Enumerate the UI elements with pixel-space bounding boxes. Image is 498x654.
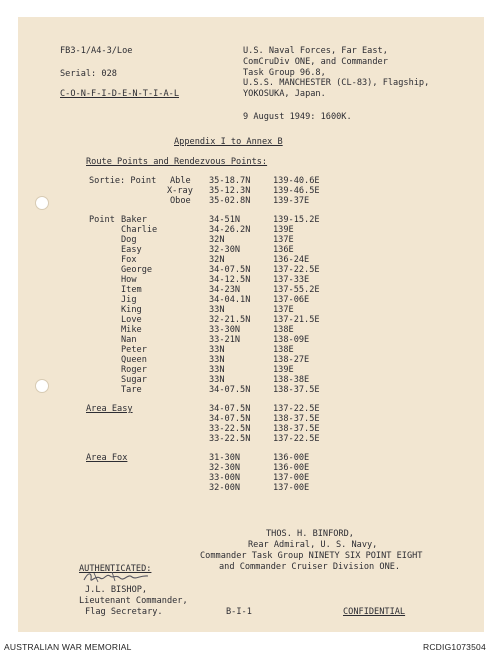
point-lat: 34-12.5N: [209, 275, 251, 285]
point-lon: 138-38E: [273, 375, 310, 385]
point-lon: 137-21.5E: [273, 315, 320, 325]
point-lat: 32-30N: [209, 245, 241, 255]
point-name: Queen: [121, 355, 147, 365]
point-lat: 33N: [209, 305, 225, 315]
point-name: Easy: [121, 245, 142, 255]
sortie-point-lon: 139-46.5E: [273, 186, 320, 196]
signatory-name: THOS. H. BINFORD,: [266, 529, 354, 539]
sortie-point-name: X-ray: [167, 186, 193, 196]
sortie-label: Sortie: Point: [89, 176, 157, 186]
area-fox-label: Area Fox: [86, 453, 128, 463]
from-line-2: ComCruDiv ONE, and Commander: [243, 57, 388, 67]
archive-name: AUSTRALIAN WAR MEMORIAL: [4, 642, 132, 652]
point-lon: 139-15.2E: [273, 215, 320, 225]
signatory-title-1: Commander Task Group NINETY SIX POINT EIGHT: [200, 551, 423, 561]
authenticated-label: AUTHENTICATED:: [79, 564, 152, 574]
area-easy-lon: 137-22.5E: [273, 404, 320, 414]
area-fox-lat: 31-30N: [209, 453, 241, 463]
from-line-4: U.S.S. MANCHESTER (CL-83), Flagship,: [243, 78, 430, 88]
signatory-title-2: and Commander Cruiser Division ONE.: [219, 562, 401, 572]
area-easy-lat: 33-22.5N: [209, 424, 251, 434]
point-lat: 32-21.5N: [209, 315, 251, 325]
point-lon: 137E: [273, 305, 294, 315]
point-name: How: [121, 275, 137, 285]
area-fox-lon: 137-00E: [273, 473, 310, 483]
point-lat: 34-23N: [209, 285, 241, 295]
point-lat: 34-07.5N: [209, 385, 251, 395]
point-lon: 137-06E: [273, 295, 310, 305]
sortie-point-lat: 35-12.3N: [209, 186, 251, 196]
area-fox-lat: 32-30N: [209, 463, 241, 473]
point-lon: 136-24E: [273, 255, 310, 265]
area-easy-lon: 138-37.5E: [273, 414, 320, 424]
point-lon: 136E: [273, 245, 294, 255]
area-easy-lat: 34-07.5N: [209, 414, 251, 424]
point-lat: 32N: [209, 255, 225, 265]
authenticator-title-2: Flag Secretary.: [85, 607, 163, 617]
document-date: 9 August 1949: 1600K.: [243, 112, 352, 122]
point-lon: 138-09E: [273, 335, 310, 345]
section-heading: Route Points and Rendezvous Points:: [86, 157, 268, 167]
point-name: Jig: [121, 295, 137, 305]
sortie-point-lon: 139-37E: [273, 196, 310, 206]
archive-id: RCDIG1073504: [423, 642, 486, 652]
point-lon: 137E: [273, 235, 294, 245]
point-name: Tare: [121, 385, 142, 395]
point-name: Fox: [121, 255, 137, 265]
point-name: Item: [121, 285, 142, 295]
point-lon: 138E: [273, 325, 294, 335]
point-name: Roger: [121, 365, 147, 375]
area-fox-lon: 137-00E: [273, 483, 310, 493]
point-lon: 139E: [273, 225, 294, 235]
point-lat: 34-26.2N: [209, 225, 251, 235]
sortie-point-lon: 139-40.6E: [273, 176, 320, 186]
point-lon: 138E: [273, 345, 294, 355]
point-lon: 139E: [273, 365, 294, 375]
area-fox-lat: 33-00N: [209, 473, 241, 483]
point-lon: 137-55.2E: [273, 285, 320, 295]
point-name: Nan: [121, 335, 137, 345]
point-name: Charlie: [121, 225, 158, 235]
point-name: Love: [121, 315, 142, 325]
area-easy-lon: 138-37.5E: [273, 424, 320, 434]
page-number: B-I-1: [226, 607, 252, 617]
binder-hole-top: [35, 196, 49, 210]
point-name: Dog: [121, 235, 137, 245]
point-lat: 34-07.5N: [209, 265, 251, 275]
point-lat: 33-21N: [209, 335, 241, 345]
point-name: George: [121, 265, 153, 275]
bottom-classification: CONFIDENTIAL: [343, 607, 406, 617]
points-label: Point: [89, 215, 115, 225]
point-lat: 34-51N: [209, 215, 241, 225]
binder-hole-bottom: [35, 379, 49, 393]
point-lon: 138-37.5E: [273, 385, 320, 395]
point-name: Mike: [121, 325, 142, 335]
handwritten-signature: [82, 570, 152, 584]
point-name: Sugar: [121, 375, 147, 385]
sortie-point-lat: 35-02.8N: [209, 196, 251, 206]
point-lat: 33N: [209, 375, 225, 385]
file-reference: FB3-1/A4-3/Loe: [60, 46, 133, 56]
point-name: Peter: [121, 345, 147, 355]
from-line-5: YOKOSUKA, Japan.: [243, 89, 326, 99]
appendix-title: Appendix I to Annex B: [174, 137, 283, 147]
point-lat: 34-04.1N: [209, 295, 251, 305]
point-lat: 32N: [209, 235, 225, 245]
area-easy-lat: 34-07.5N: [209, 404, 251, 414]
authenticator-title-1: Lieutenant Commander,: [79, 596, 188, 606]
area-fox-lon: 136-00E: [273, 453, 310, 463]
point-name: Baker: [121, 215, 147, 225]
sortie-point-name: Able: [170, 176, 191, 186]
area-fox-lat: 32-00N: [209, 483, 241, 493]
area-fox-lon: 136-00E: [273, 463, 310, 473]
from-line-3: Task Group 96.8,: [243, 68, 326, 78]
point-lon: 137-33E: [273, 275, 310, 285]
area-easy-lon: 137-22.5E: [273, 434, 320, 444]
point-lon: 138-27E: [273, 355, 310, 365]
point-lat: 33-30N: [209, 325, 241, 335]
signatory-rank: Rear Admiral, U. S. Navy,: [248, 540, 378, 550]
area-easy-lat: 33-22.5N: [209, 434, 251, 444]
point-lon: 137-22.5E: [273, 265, 320, 275]
point-lat: 33N: [209, 355, 225, 365]
authenticator-name: J.L. BISHOP,: [85, 585, 148, 595]
point-lat: 33N: [209, 365, 225, 375]
area-easy-label: Area Easy: [86, 404, 133, 414]
classification-marking: C-O-N-F-I-D-E-N-T-I-A-L: [60, 89, 179, 99]
sortie-point-name: Oboe: [170, 196, 191, 206]
point-name: King: [121, 305, 142, 315]
sortie-point-lat: 35-18.7N: [209, 176, 251, 186]
point-lat: 33N: [209, 345, 225, 355]
serial-number: Serial: 028: [60, 69, 117, 79]
from-line-1: U.S. Naval Forces, Far East,: [243, 46, 388, 56]
